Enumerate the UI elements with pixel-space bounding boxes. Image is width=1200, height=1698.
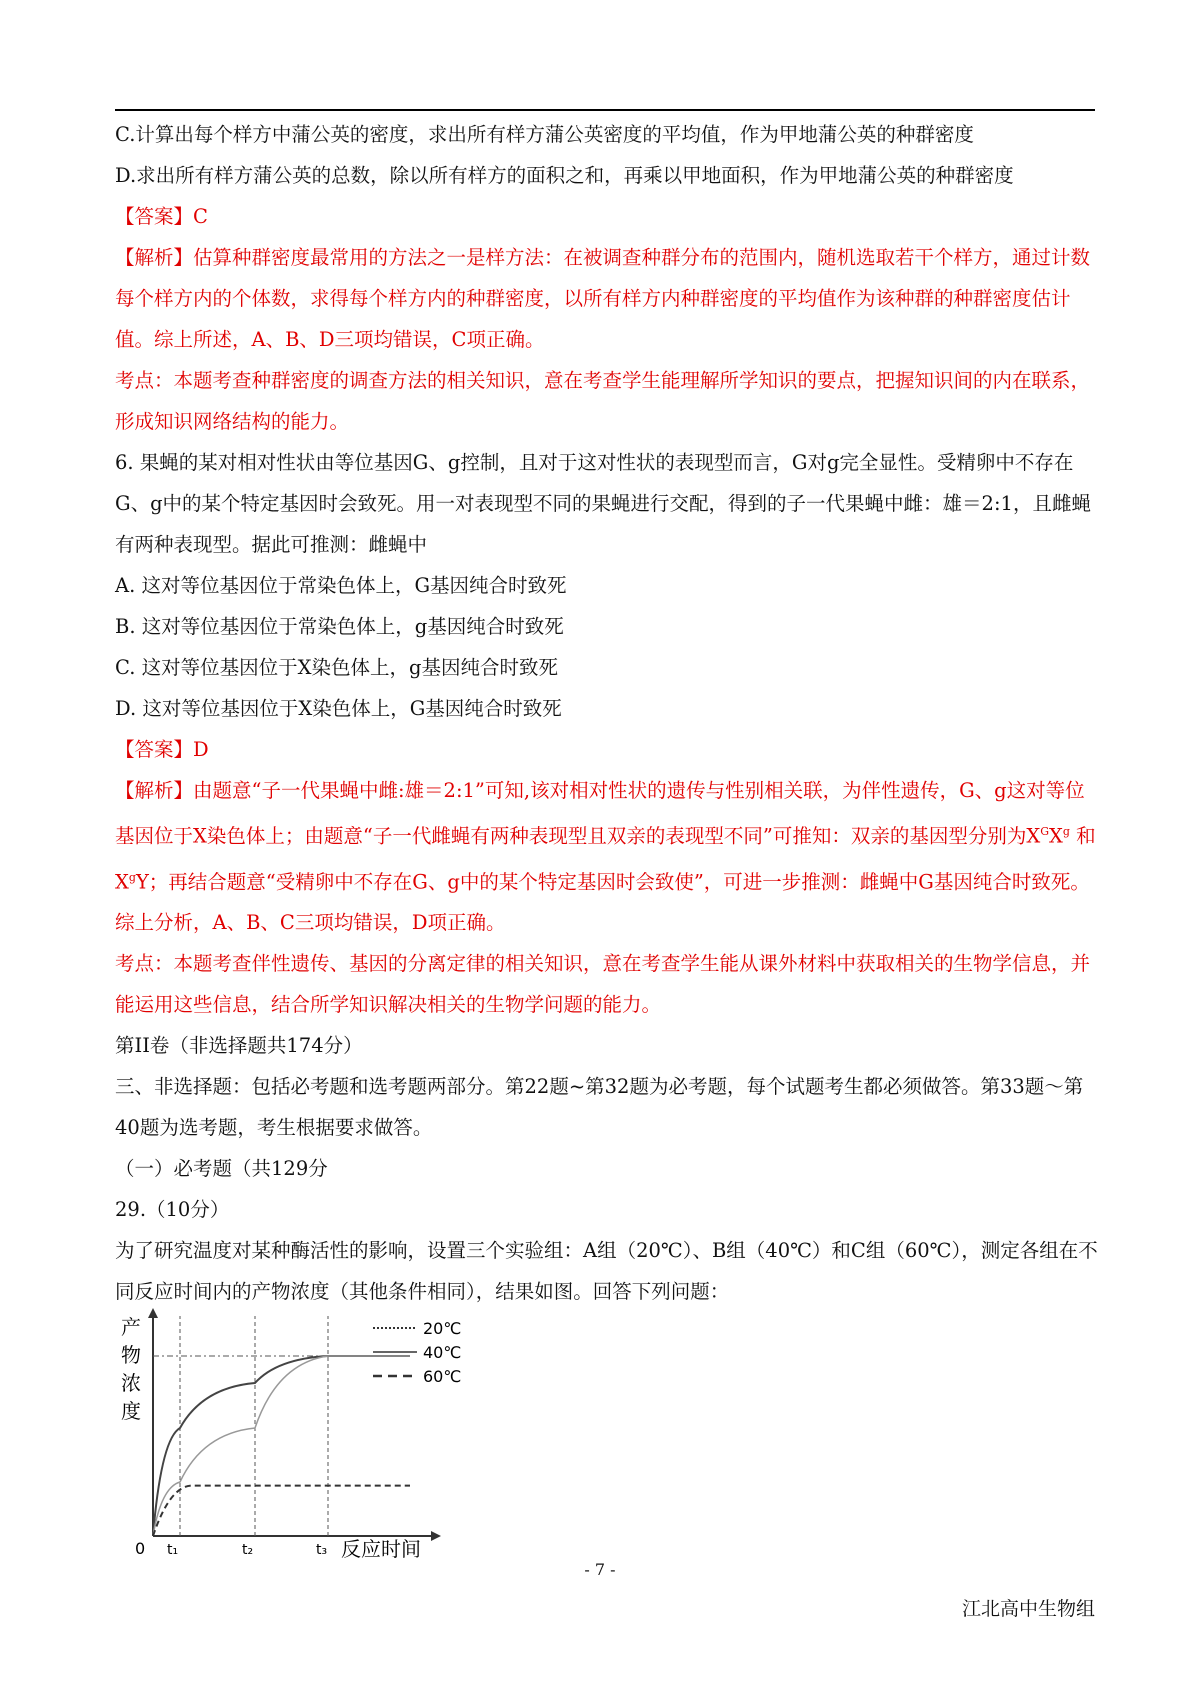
q5-analysis: 【解析】估算种群密度最常用的方法之一是样方法：在被调查种群分布的范围内，随机选取若干个样方，通过计数每个样方内的个体数，求得每个样方内的种群密度，以所有样方内种群密度的平均值作为该种群的种群密度估计值。综上所述，A、B、D三项均错误，C项正确。 <box>115 246 1091 351</box>
section1-title: （一）必考题（共129分 <box>115 1157 328 1180</box>
q6-superscript-1: G <box>1040 825 1050 838</box>
page-number: - 7 - <box>584 1560 616 1579</box>
origin-label: 0 <box>135 1539 146 1558</box>
y-label-char-1: 产 <box>121 1315 141 1339</box>
q6-superscript-3: g <box>128 870 136 884</box>
q29-title: 29.（10分） <box>115 1198 230 1221</box>
enzyme-chart-svg <box>115 1308 565 1558</box>
q6-x-chromosome: X <box>1049 824 1063 848</box>
document-content <box>115 114 1100 1312</box>
chart-marks <box>153 1316 410 1536</box>
enzyme-chart <box>115 1308 565 1558</box>
q5-option-c: C.计算出每个样方中蒲公英的密度，求出所有样方蒲公英密度的平均值，作为甲地蒲公英的种群密度 <box>115 123 974 146</box>
header-rule <box>115 109 1095 111</box>
q5-answer: 【答案】C <box>115 205 208 228</box>
q6-stem: 6. 果蝇的某对相对性状由等位基因G、g控制，且对于这对性状的表现型而言，G对g完全显性。受精卵中不存在G、g中的某个特定基因时会致死。用一对表现型不同的果蝇进行交配，得到的子一代果蝇中雌：雄＝2:1，且雌蝇有两种表现型。据此可推测：雌蝇中 <box>115 451 1091 556</box>
legend-40c: 40℃ <box>423 1343 462 1362</box>
y-axis-arrow <box>148 1308 158 1318</box>
q6-and: 和 X <box>115 824 1096 893</box>
legend-60c: 60℃ <box>423 1367 462 1386</box>
q6-point: 考点：本题考查伴性遗传、基因的分离定律的相关知识，意在考查学生能从课外材料中获取相关的生物学信息，并能运用这些信息，结合所学知识解决相关的生物学问题的能力。 <box>115 952 1091 1016</box>
t1-label: t₁ <box>167 1542 179 1558</box>
x-axis-label: 反应时间 <box>341 1537 421 1558</box>
legend-20c: 20℃ <box>423 1319 462 1338</box>
y-label-char-4: 度 <box>121 1399 141 1423</box>
q6-analysis-part-b: Y；再结合题意“受精卵中不存在G、g中的某个特定基因时会致使”，可进一步推测：雌蝇中G基因纯合时致死。综上分析，A、B、C三项均错误，D项正确。 <box>115 870 1090 934</box>
series-line-40c <box>153 1356 410 1536</box>
q6-option-c: C. 这对等位基因位于X染色体上，g基因纯合时致死 <box>115 656 558 679</box>
series-line-60c <box>153 1486 410 1536</box>
y-label-char-2: 物 <box>121 1343 141 1367</box>
part3-intro: 三、非选择题：包括必考题和选考题两部分。第22题~第32题为必考题，每个试题考生都必须做答。第33题～第40题为选考题，考生根据要求做答。 <box>115 1075 1084 1139</box>
t3-label: t₃ <box>316 1542 328 1558</box>
footer-text: 江北高中生物组 <box>961 1598 1095 1620</box>
q6-option-b: B. 这对等位基因位于常染色体上，g基因纯合时致死 <box>115 615 564 638</box>
x-axis-arrow <box>431 1531 441 1541</box>
q6-answer: 【答案】D <box>115 738 209 761</box>
q5-option-d: D.求出所有样方蒲公英的总数，除以所有样方的面积之和，再乘以甲地面积，作为甲地蒲公英的种群密度 <box>115 164 1014 187</box>
y-label-char-3: 浓 <box>121 1371 141 1395</box>
t2-label: t₂ <box>242 1542 254 1558</box>
q6-option-d: D. 这对等位基因位于X染色体上，G基因纯合时致死 <box>115 697 562 720</box>
series-line-20c <box>153 1356 410 1536</box>
q29-stem: 为了研究温度对某种酶活性的影响，设置三个实验组：A组（20℃）、B组（40℃）和C组（60℃），测定各组在不同反应时间内的产物浓度（其他条件相同），结果如图。回答下列问题： <box>115 1239 1098 1303</box>
q6-analysis-part-a: 【解析】由题意“子一代果蝇中雌:雄＝2:1”可知,该对相对性状的遗传与性别相关联，为伴性遗传，G、g这对等位基因位于X染色体上；由题意“子一代雌蝇有两种表现型且双亲的表现型不同”可推知：双亲的基因型分别为X <box>115 779 1085 848</box>
part2-title: 第II卷（非选择题共174分） <box>115 1034 363 1057</box>
q6-option-a: A. 这对等位基因位于常染色体上，G基因纯合时致死 <box>115 574 567 597</box>
q6-analysis <box>115 770 1100 943</box>
q5-point: 考点：本题考查种群密度的调查方法的相关知识，意在考查学生能理解所学知识的要点，把握知识间的内在联系，形成知识网络结构的能力。 <box>115 369 1091 433</box>
q6-superscript-2: g <box>1062 825 1070 838</box>
